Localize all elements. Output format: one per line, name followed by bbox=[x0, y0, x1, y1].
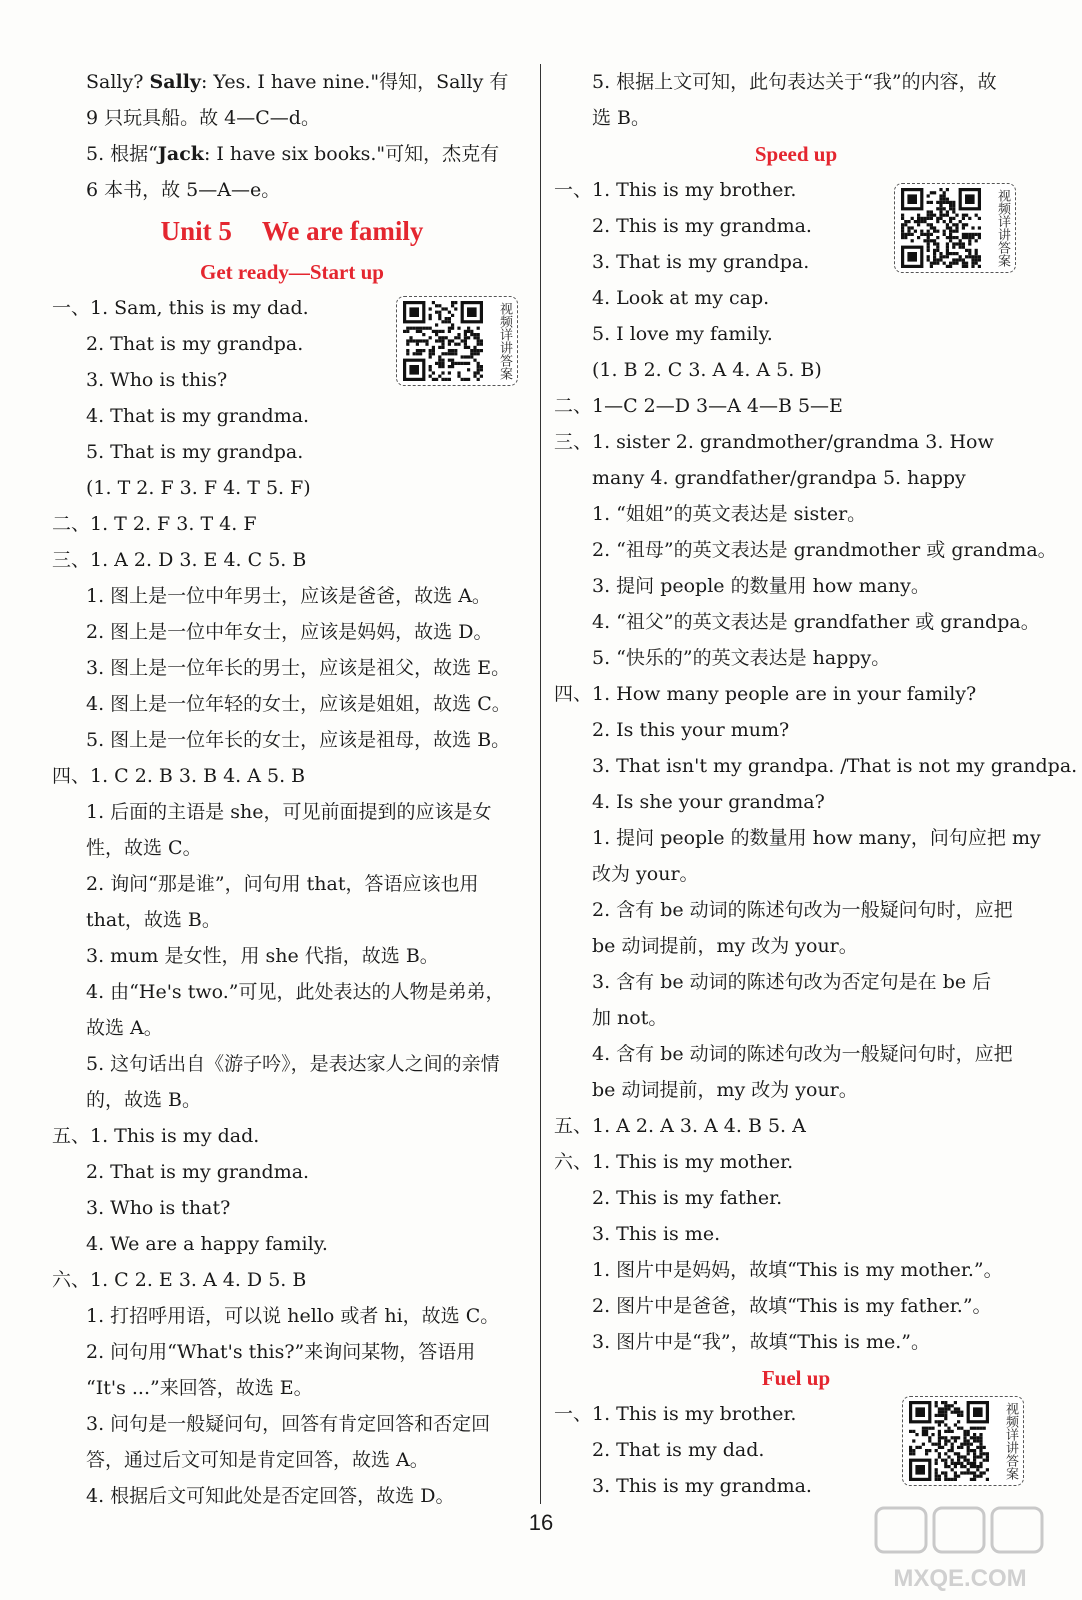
line-text: 改为 your。 bbox=[592, 863, 699, 885]
answer-line bbox=[550, 748, 1078, 784]
line-text: 2. Is this your mum? bbox=[592, 719, 790, 741]
line-text: 一、1. This is my brother. bbox=[554, 1403, 797, 1425]
line-text: “It's ...”来回答，故选 E。 bbox=[86, 1377, 313, 1399]
line-text: 3. 提问 people 的数量用 how many。 bbox=[592, 575, 930, 597]
right-column bbox=[550, 64, 1078, 1504]
line-text: 六、1. C 2. E 3. A 4. D 5. B bbox=[52, 1269, 307, 1291]
page-number: 16 bbox=[528, 1510, 554, 1535]
answer-line bbox=[550, 64, 1042, 100]
qr-code-icon bbox=[901, 188, 981, 268]
line-text: 5. I love my family. bbox=[592, 323, 773, 345]
line-text: 故选 A。 bbox=[86, 1017, 163, 1039]
answer-line bbox=[550, 1108, 1042, 1144]
answer-line bbox=[550, 532, 1057, 568]
answer-line bbox=[48, 974, 536, 1010]
line-text: be 动词提前，my 改为 your。 bbox=[592, 935, 858, 957]
answer-line bbox=[48, 136, 536, 172]
line-text: 4. 图上是一位年轻的女士，应该是姐姐，故选 C。 bbox=[86, 693, 511, 715]
answer-line bbox=[48, 398, 536, 434]
line-text: 一、1. This is my brother. bbox=[554, 179, 797, 201]
answer-line bbox=[550, 1036, 1042, 1072]
line-text: 五、1. This is my dad. bbox=[52, 1125, 260, 1147]
answer-line bbox=[48, 1082, 536, 1118]
answer-line bbox=[48, 172, 536, 208]
line-text: 4. 根据后文可知此处是否定回答，故选 D。 bbox=[86, 1485, 455, 1507]
line-text: 2. This is my father. bbox=[592, 1187, 783, 1209]
column-divider bbox=[540, 64, 541, 1504]
line-text: many 4. grandfather/grandpa 5. happy bbox=[592, 467, 966, 489]
answer-line bbox=[550, 1072, 1042, 1108]
left-column bbox=[48, 64, 536, 1514]
line-text: 6 本书，故 5—A—e。 bbox=[86, 179, 281, 201]
line-text: (1. T 2. F 3. F 4. T 5. F) bbox=[86, 477, 311, 499]
answer-line bbox=[550, 604, 1042, 640]
answer-line bbox=[550, 784, 1042, 820]
answer-line bbox=[48, 1406, 536, 1442]
answer-line bbox=[550, 712, 1042, 748]
answer-line bbox=[48, 1478, 536, 1514]
answer-line bbox=[48, 1334, 536, 1370]
speed-up-lines bbox=[550, 172, 1078, 1360]
line-text: 3. That is my grandpa. bbox=[592, 251, 810, 273]
line-text: 四、1. C 2. B 3. B 4. A 5. B bbox=[52, 765, 306, 787]
line-text: 3. 图片中是“我”，故填“This is me.”。 bbox=[592, 1331, 930, 1353]
answer-line bbox=[550, 568, 1042, 604]
line-text: 五、1. A 2. A 3. A 4. B 5. A bbox=[554, 1115, 806, 1137]
answer-line bbox=[48, 1118, 536, 1154]
line-text: 3. 问句是一般疑问句，回答有肯定回答和否定回 bbox=[86, 1413, 491, 1435]
answer-line bbox=[48, 866, 536, 902]
line-text: 5. 根据上文可知，此句表达关于“我”的内容，故 bbox=[592, 71, 997, 93]
line-text: 2. 问句用“What's this?”来询问某物，答语用 bbox=[86, 1341, 476, 1363]
answer-line bbox=[48, 470, 536, 506]
line-text: 选 B。 bbox=[592, 107, 651, 129]
answer-line bbox=[48, 794, 536, 830]
answer-line bbox=[48, 100, 536, 136]
answer-line bbox=[48, 722, 536, 758]
line-text: 4. 含有 be 动词的陈述句改为一般疑问句时，应把 bbox=[592, 1043, 1013, 1065]
answer-line bbox=[550, 928, 1042, 964]
unit-title bbox=[48, 208, 536, 254]
line-text: 3. This is my grandma. bbox=[592, 1475, 812, 1497]
line-text: 5. That is my grandpa. bbox=[86, 441, 304, 463]
line-text: 4. That is my grandma. bbox=[86, 405, 310, 427]
line-text: 2. “祖母”的英文表达是 grandmother 或 grandma。 bbox=[592, 539, 1057, 561]
answer-line bbox=[48, 542, 536, 578]
answer-line bbox=[550, 1252, 1042, 1288]
line-text: 3. 含有 be 动词的陈述句改为否定句是在 be 后 bbox=[592, 971, 992, 993]
answer-line bbox=[550, 280, 1042, 316]
answer-line bbox=[550, 892, 1042, 928]
line-text: 1. 图上是一位中年男士，应该是爸爸，故选 A。 bbox=[86, 585, 491, 607]
answer-line bbox=[48, 1046, 536, 1082]
line-text: 2. 询问“那是谁”，问句用 that，答语应该也用 bbox=[86, 873, 479, 895]
answer-line bbox=[550, 856, 1042, 892]
answer-line bbox=[48, 1226, 536, 1262]
answer-line bbox=[550, 352, 1042, 388]
watermark-logo bbox=[872, 1506, 1052, 1592]
line-text: 4. We are a happy family. bbox=[86, 1233, 328, 1255]
line-text: 性，故选 C。 bbox=[86, 837, 202, 859]
answer-line bbox=[48, 1190, 536, 1226]
line-text: 2. 含有 be 动词的陈述句改为一般疑问句时，应把 bbox=[592, 899, 1013, 921]
line-text: 2. That is my dad. bbox=[592, 1439, 765, 1461]
answer-line bbox=[48, 506, 536, 542]
line-text: 三、1. sister 2. grandmother/grandma 3. How bbox=[554, 431, 994, 453]
line-text: 1. 图片中是妈妈，故填“This is my mother.”。 bbox=[592, 1259, 1003, 1281]
line-text: 5. “快乐的”的英文表达是 happy。 bbox=[592, 647, 891, 669]
line-text: 2. 图上是一位中年女士，应该是妈妈，故选 D。 bbox=[86, 621, 493, 643]
line-text: 二、1—C 2—D 3—A 4—B 5—E bbox=[554, 395, 843, 417]
line-text: 3. mum 是女性，用 she 代指，故选 B。 bbox=[86, 945, 439, 967]
section-heading-get-ready: Get ready—Start up bbox=[200, 260, 384, 284]
line-text: 2. 图片中是爸爸，故填“This is my father.”。 bbox=[592, 1295, 992, 1317]
answer-line bbox=[550, 1180, 1042, 1216]
answer-line bbox=[48, 578, 536, 614]
line-text: 1. 后面的主语是 she，可见前面提到的应该是女 bbox=[86, 801, 492, 823]
line-text: 4. 由“He's two.”可见，此处表达的人物是弟弟， bbox=[86, 981, 505, 1003]
answer-line bbox=[48, 902, 536, 938]
answer-line bbox=[48, 1154, 536, 1190]
answer-line bbox=[48, 614, 536, 650]
left-continued-text bbox=[48, 64, 536, 208]
answer-line bbox=[550, 964, 1042, 1000]
line-text: Sally? bbox=[86, 71, 150, 93]
answer-line bbox=[550, 424, 1042, 460]
line-text: 1. 提问 people 的数量用 how many，问句应把 my bbox=[592, 827, 1041, 849]
qr-code-1[interactable] bbox=[396, 296, 518, 386]
line-text: 4. Is she your grandma? bbox=[592, 791, 825, 813]
watermark-text: MXQE.COM bbox=[893, 1565, 1027, 1592]
answer-line bbox=[550, 388, 1042, 424]
line-text: 二、1. T 2. F 3. T 4. F bbox=[52, 513, 257, 535]
answer-line bbox=[550, 1216, 1042, 1252]
right-continued-text bbox=[550, 64, 1042, 136]
answer-line bbox=[48, 830, 536, 866]
line-text: 1. 打招呼用语，可以说 hello 或者 hi，故选 C。 bbox=[86, 1305, 500, 1327]
answer-line bbox=[550, 316, 1042, 352]
line-text: 1. “姐姐”的英文表达是 sister。 bbox=[592, 503, 867, 525]
section-heading-fuel-up: Fuel up bbox=[761, 1366, 831, 1390]
answer-line bbox=[48, 938, 536, 974]
answer-line bbox=[550, 460, 1042, 496]
answer-line bbox=[48, 64, 536, 100]
qr-caption: 视频详讲答案 bbox=[1003, 1402, 1018, 1480]
line-text: 5. 根据“ bbox=[86, 143, 158, 165]
answer-line bbox=[550, 1000, 1042, 1036]
line-text: 4. Look at my cap. bbox=[592, 287, 770, 309]
line-text: 3. Who is this? bbox=[86, 369, 228, 391]
line-text: 3. That isn't my grandpa. /That is not my grandpa. bbox=[592, 755, 1078, 777]
answer-line bbox=[48, 1370, 536, 1406]
line-text: 4. “祖父”的英文表达是 grandfather 或 grandpa。 bbox=[592, 611, 1040, 633]
answer-line bbox=[48, 1442, 536, 1478]
qr-caption: 视频详讲答案 bbox=[995, 189, 1010, 267]
line-bold-name: Sally bbox=[149, 71, 201, 93]
answer-line bbox=[550, 1288, 1042, 1324]
line-text: 3. 图上是一位年长的男士，应该是祖父，故选 E。 bbox=[86, 657, 511, 679]
answer-line bbox=[550, 1144, 1042, 1180]
qr-code-icon bbox=[403, 301, 483, 381]
answer-line bbox=[550, 1324, 1042, 1360]
left-answer-lines bbox=[48, 290, 536, 1514]
section-heading-speed-up: Speed up bbox=[754, 142, 838, 166]
answer-line bbox=[48, 1298, 536, 1334]
line-bold-name: Jack bbox=[157, 143, 204, 165]
unit-number: Unit 5 bbox=[160, 216, 232, 246]
line-text: 加 not。 bbox=[592, 1007, 668, 1029]
answer-line bbox=[48, 1010, 536, 1046]
line-text: 一、1. Sam, this is my dad. bbox=[52, 297, 309, 319]
qr-code-2[interactable] bbox=[894, 183, 1016, 273]
qr-caption: 视频详讲答案 bbox=[497, 302, 512, 380]
line-text: 四、1. How many people are in your family? bbox=[554, 683, 977, 705]
answer-line bbox=[48, 434, 536, 470]
answer-line bbox=[48, 650, 536, 686]
line-text: 5. 这句话出自《游子吟》，是表达家人之间的亲情 bbox=[86, 1053, 500, 1075]
line-text: 三、1. A 2. D 3. E 4. C 5. B bbox=[52, 549, 307, 571]
line-text: 3. This is me. bbox=[592, 1223, 721, 1245]
line-text: 2. That is my grandpa. bbox=[86, 333, 304, 355]
answer-line bbox=[550, 100, 1042, 136]
line-text-cont: : I have six books."可知，杰克有 bbox=[203, 143, 500, 165]
line-text: 的，故选 B。 bbox=[86, 1089, 202, 1111]
answer-line bbox=[48, 686, 536, 722]
line-text: 3. Who is that? bbox=[86, 1197, 231, 1219]
answer-line bbox=[550, 820, 1042, 856]
answer-line bbox=[48, 758, 536, 794]
line-text: 六、1. This is my mother. bbox=[554, 1151, 794, 1173]
qr-code-icon bbox=[909, 1401, 989, 1481]
answer-line bbox=[48, 1262, 536, 1298]
line-text-cont: : Yes. I have nine."得知，Sally 有 bbox=[200, 71, 509, 93]
line-text: 2. This is my grandma. bbox=[592, 215, 812, 237]
answer-line bbox=[550, 640, 1042, 676]
line-text: that，故选 B。 bbox=[86, 909, 221, 931]
line-text: 5. 图上是一位年长的女士，应该是祖母，故选 B。 bbox=[86, 729, 511, 751]
line-text: be 动词提前，my 改为 your。 bbox=[592, 1079, 858, 1101]
unit-name: We are family bbox=[261, 216, 424, 246]
line-text: 答，通过后文可知是肯定回答，故选 A。 bbox=[86, 1449, 429, 1471]
qr-code-3[interactable] bbox=[902, 1396, 1024, 1486]
answer-line bbox=[550, 676, 1042, 712]
line-text: (1. B 2. C 3. A 4. A 5. B) bbox=[592, 359, 822, 381]
answer-line bbox=[550, 496, 1042, 532]
line-text: 9 只玩具船。故 4—C—d。 bbox=[86, 107, 320, 129]
line-text: 2. That is my grandma. bbox=[86, 1161, 310, 1183]
